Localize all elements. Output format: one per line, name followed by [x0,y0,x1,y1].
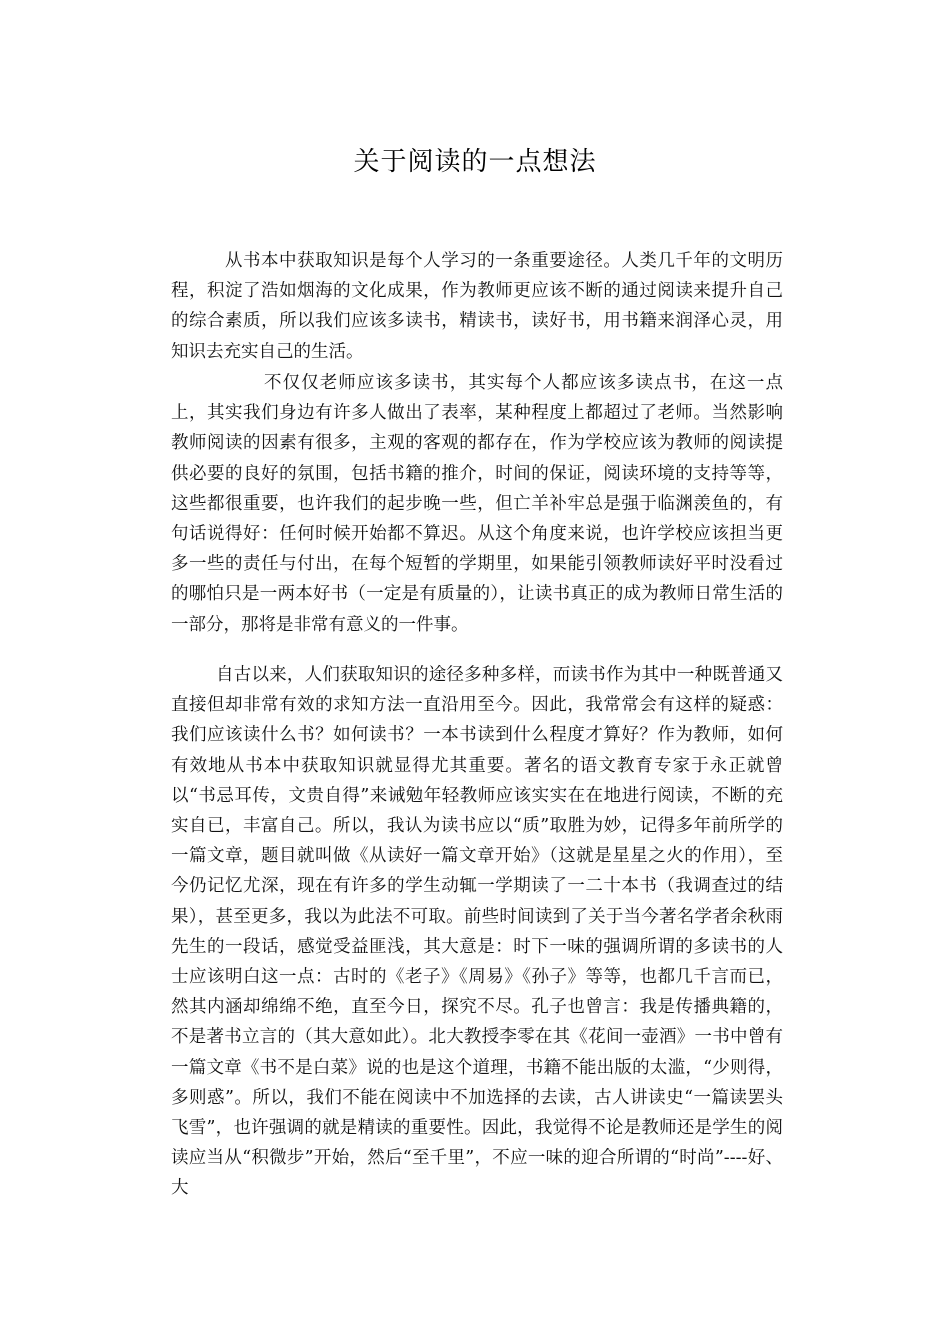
paragraph-1: 从书本中获取知识是每个人学习的一条重要途径。人类几千年的文明历程，积淀了浩如烟海的文化成果，作为教师更应该不断的通过阅读来提升自己的综合素质，所以我们应该多读书，精读书，读好书，用书籍来润泽心灵，用知识去充实自己的生活。 [171,251,783,362]
paragraph-3: 自古以来，人们获取知识的途径多种多样，而读书作为其中一种既普通又直接但却非常有效的求知方法一直沿用至今。因此，我常常会有这样的疑惑：我们应该读什么书？如何读书？一本书读到什么程度才算好？作为教师，如何有效地从书本中获取知识就显得尤其重要。著名的语文教育专家于永正就曾以“书忌耳传，文贵自得”来诫勉年轻教师应该实实在在地进行阅读，不断的充实自已，丰富自己。所以，我认为读书应以“质”取胜为妙，记得多年前所学的一篇文章，题目就叫做《从读好一篇文章开始》（这就是星星之火的作用），至今仍记忆尤深，现在有许多的学生动辄一学期读了一二十本书（我调查过的结果），甚至更多，我以为此法不可取。前些时间读到了关于当今著名学者余秋雨先生的一段话，感觉受益匪浅，其大意是：时下一味的强调所谓的多读书的人士应该明白这一点：古时的《老子》《周易》《孙子》等等，也都几千言而已，然其内涵却绵绵不绝，直至今日，探究不尽。孔子也曾言：我是传播典籍的，不是著书立言的（其大意如此）。北大教授李零在其《花间一壶酒》一书中曾有一篇文章《书不是白菜》说的也是这个道理，书籍不能出版的太滥，“少则得，多则惑”。所以，我们不能在阅读中不加选择的去读，古人讲读史“一篇读罢头飞雪”，也许强调的就是精读的重要性。因此，我觉得不论是教师还是学生的阅读应当从“积微步”开始，然后“至千里”，不应一味的迎合所谓的“时尚”----好、大 [171,665,783,1199]
paragraph-2: 不仅仅老师应该多读书，其实每个人都应该多读点书，在这一点上，其实我们身边有许多人做出了表率，某种程度上都超过了老师。当然影响教师阅读的因素有很多，主观的客观的都存在，作为学校应该为教师的阅读提供必要的良好的氛围，包括书籍的推介，时间的保证，阅读环境的支持等等，这些都很重要，也许我们的起步晚一些，但亡羊补牢总是强于临渊羡鱼的，有句话说得好：任何时候开始都不算迟。从这个角度来说，也许学校应该担当更多一些的责任与付出，在每个短暂的学期里，如果能引领教师读好平时没看过的哪怕只是一两本好书（一定是有质量的），让读书真正的成为教师日常生活的一部分，那将是非常有意义的一件事。 [171,373,783,635]
document-title: 关于阅读的一点想法 [353,147,597,177]
